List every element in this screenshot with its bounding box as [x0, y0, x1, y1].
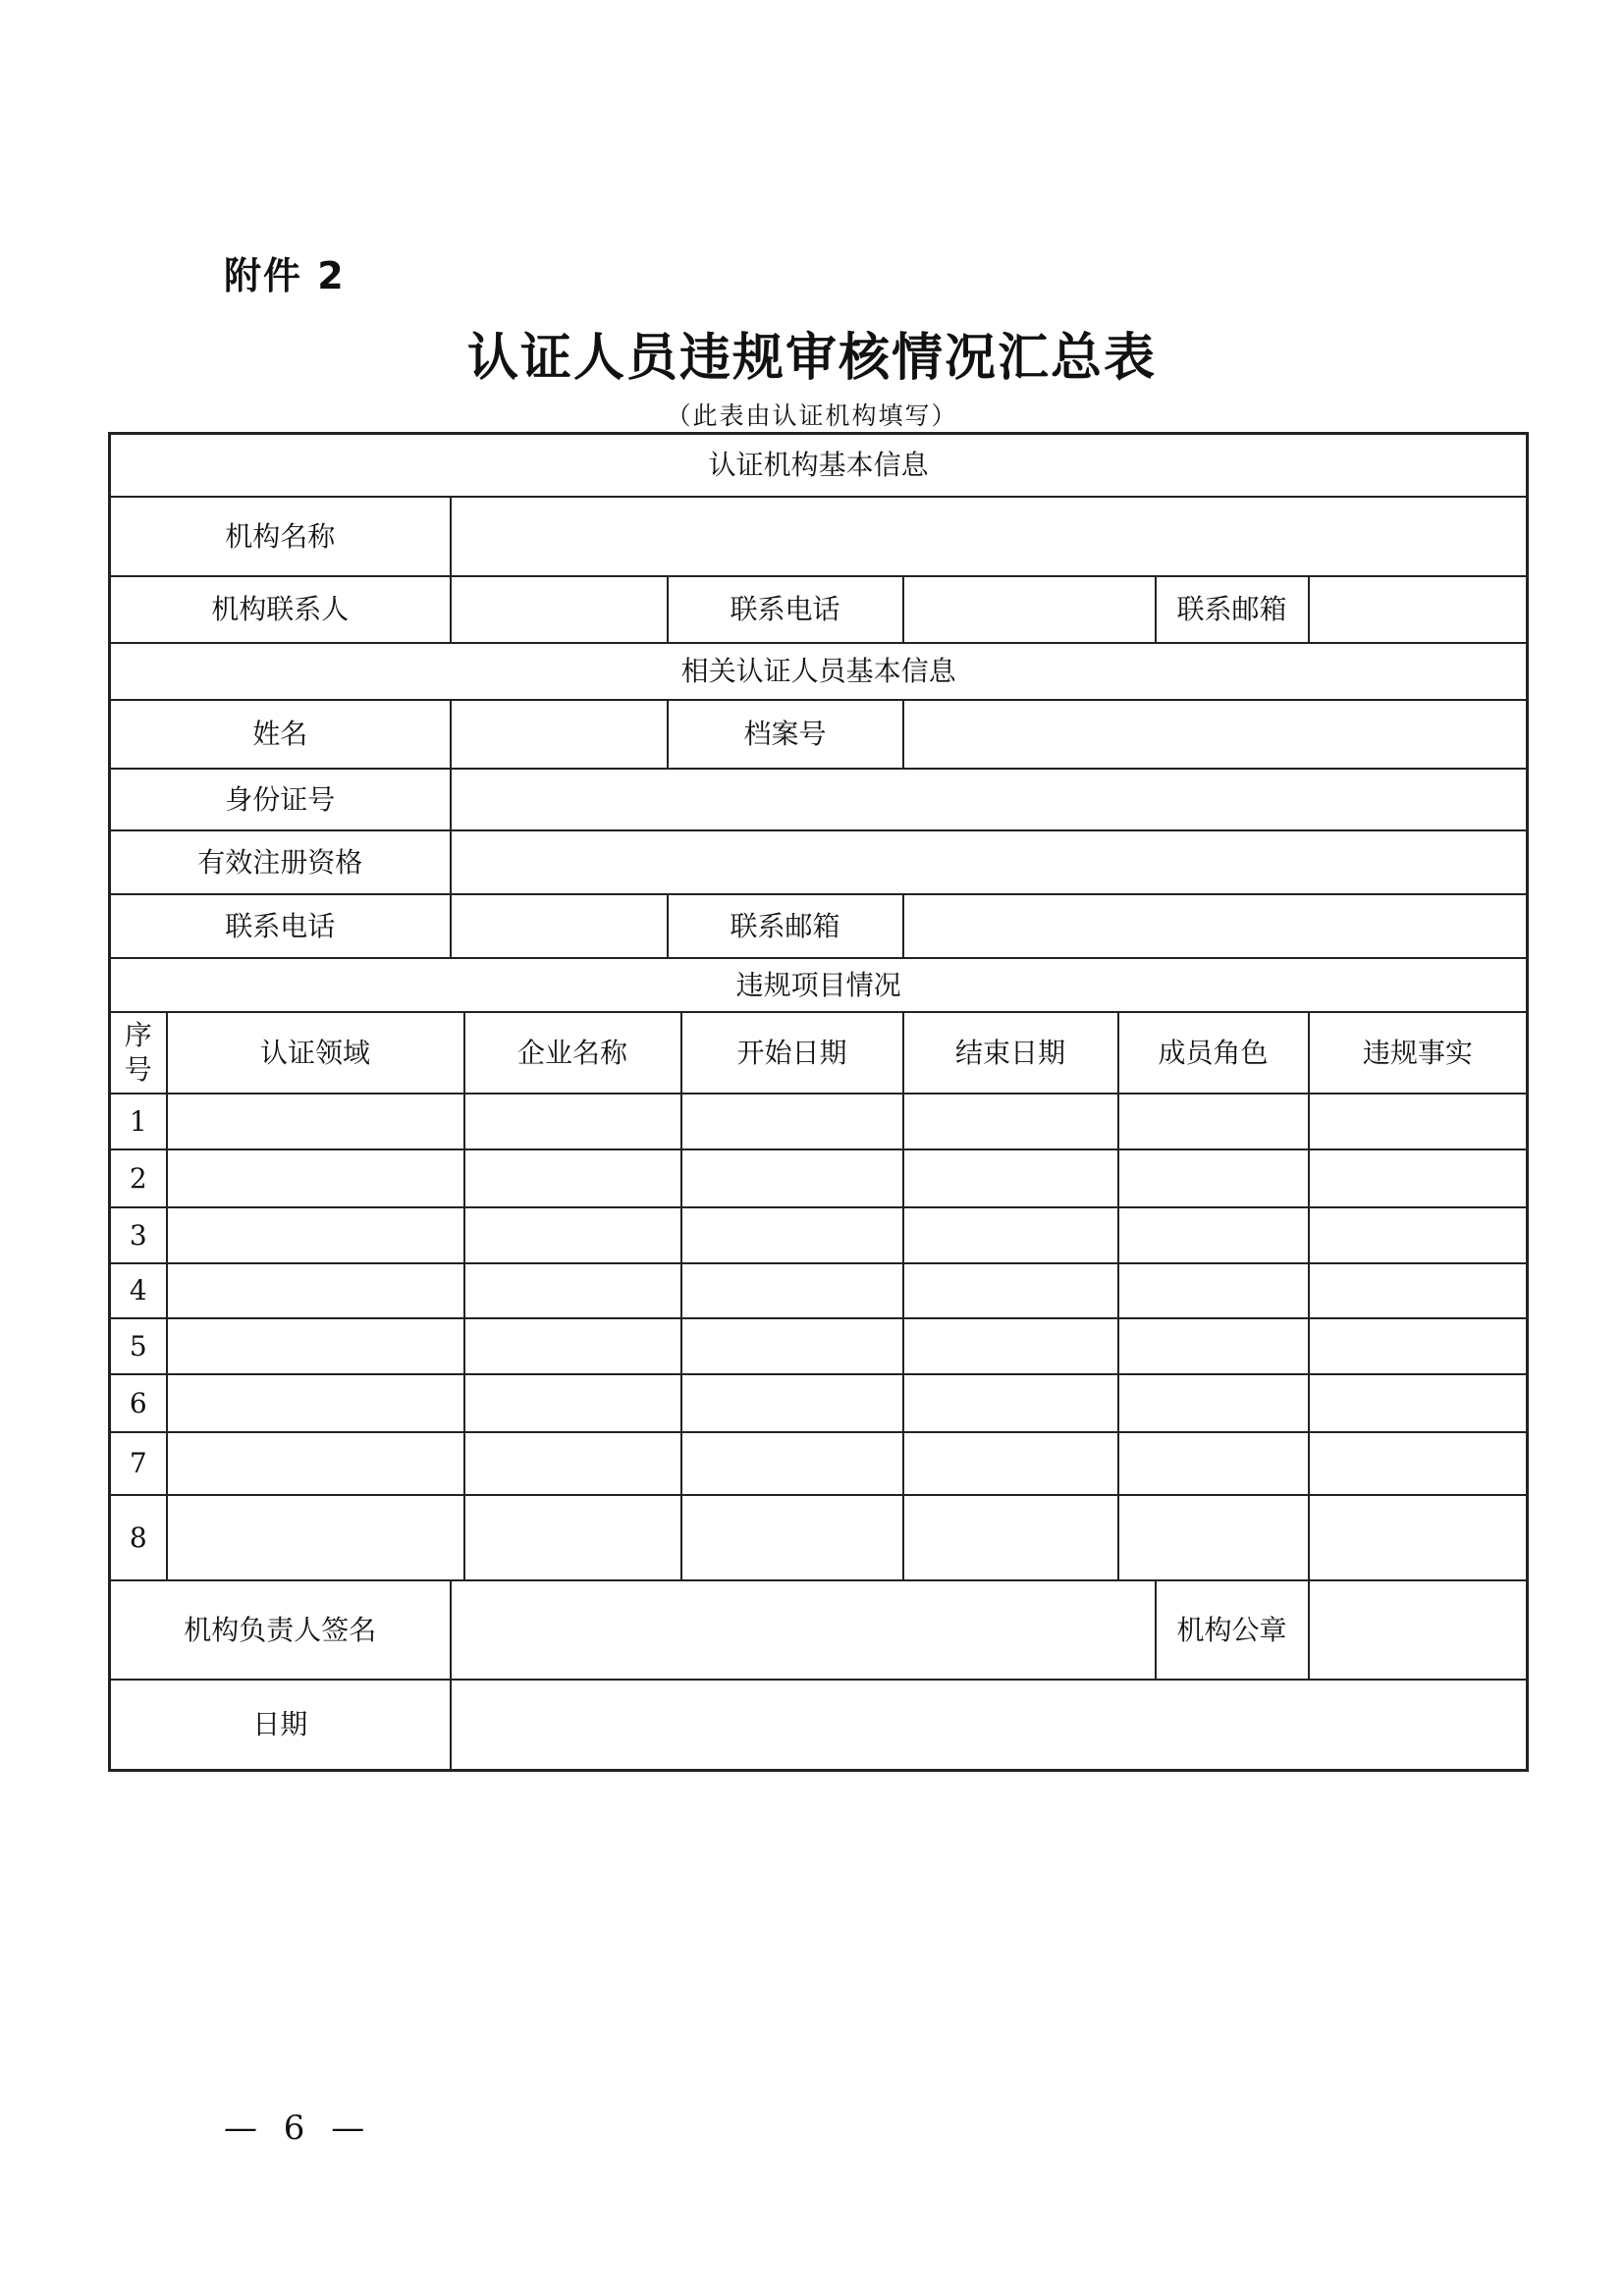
cell-role[interactable] [1118, 1318, 1309, 1374]
cell-company[interactable] [464, 1263, 681, 1318]
table-row [110, 1318, 1528, 1374]
row-number: 4 [110, 1263, 167, 1318]
label-qualification: 有效注册资格 [110, 830, 451, 894]
field-id-no[interactable] [451, 769, 1528, 830]
label-org-phone: 联系电话 [668, 576, 903, 643]
cell-company[interactable] [464, 1374, 681, 1432]
section-person-info: 相关认证人员基本信息 [110, 643, 1528, 700]
cell-field[interactable] [167, 1149, 464, 1207]
row-number: 7 [110, 1432, 167, 1495]
field-org-email[interactable] [1309, 576, 1528, 643]
row-number: 1 [110, 1094, 167, 1149]
label-signature: 机构负责人签名 [110, 1580, 451, 1680]
cell-start-date[interactable] [681, 1149, 903, 1207]
document-title: 认证人员违规审核情况汇总表 [466, 328, 1157, 388]
cell-start-date[interactable] [681, 1318, 903, 1374]
cell-role[interactable] [1118, 1374, 1309, 1432]
cell-facts[interactable] [1309, 1374, 1528, 1432]
label-id-no: 身份证号 [110, 769, 451, 830]
label-seal: 机构公章 [1156, 1580, 1309, 1680]
row-number: 2 [110, 1149, 167, 1207]
table-row [110, 1094, 1528, 1149]
cell-field[interactable] [167, 1374, 464, 1432]
cell-facts[interactable] [1309, 1149, 1528, 1207]
cell-end-date[interactable] [903, 1318, 1118, 1374]
table-row [110, 1207, 1528, 1263]
cell-company[interactable] [464, 1094, 681, 1149]
label-org-contact: 机构联系人 [110, 576, 451, 643]
cell-end-date[interactable] [903, 1149, 1118, 1207]
field-signature[interactable] [451, 1580, 1156, 1680]
column-header-end-date: 结束日期 [903, 1012, 1118, 1094]
cell-start-date[interactable] [681, 1432, 903, 1495]
cell-field[interactable] [167, 1263, 464, 1318]
section-violation-projects: 违规项目情况 [110, 958, 1528, 1012]
field-org-contact[interactable] [451, 576, 668, 643]
label-file-no: 档案号 [668, 700, 903, 769]
field-file-no[interactable] [903, 700, 1528, 769]
table-row [110, 1149, 1528, 1207]
cell-facts[interactable] [1309, 1094, 1528, 1149]
attachment-label: 附件 2 [224, 254, 346, 297]
cell-company[interactable] [464, 1432, 681, 1495]
column-header-start-date: 开始日期 [681, 1012, 903, 1094]
cell-company[interactable] [464, 1149, 681, 1207]
cell-start-date[interactable] [681, 1094, 903, 1149]
cell-role[interactable] [1118, 1263, 1309, 1318]
cell-start-date[interactable] [681, 1263, 903, 1318]
cell-end-date[interactable] [903, 1263, 1118, 1318]
row-number: 3 [110, 1207, 167, 1263]
field-seal[interactable] [1309, 1580, 1528, 1680]
cell-start-date[interactable] [681, 1207, 903, 1263]
cell-field[interactable] [167, 1495, 464, 1580]
field-person-phone[interactable] [451, 894, 668, 958]
cell-end-date[interactable] [903, 1432, 1118, 1495]
row-number: 6 [110, 1374, 167, 1432]
row-number: 5 [110, 1318, 167, 1374]
field-org-name[interactable] [451, 497, 1528, 576]
cell-field[interactable] [167, 1094, 464, 1149]
cell-facts[interactable] [1309, 1495, 1528, 1580]
field-qualification[interactable] [451, 830, 1528, 894]
field-person-email[interactable] [903, 894, 1528, 958]
cell-field[interactable] [167, 1207, 464, 1263]
column-header-role: 成员角色 [1118, 1012, 1309, 1094]
column-header-facts: 违规事实 [1309, 1012, 1528, 1094]
label-org-email: 联系邮箱 [1156, 576, 1309, 643]
table-row [110, 1374, 1528, 1432]
cell-end-date[interactable] [903, 1094, 1118, 1149]
field-name[interactable] [451, 700, 668, 769]
column-header-field: 认证领域 [167, 1012, 464, 1094]
page-number: — 6 — [224, 2109, 373, 2148]
cell-facts[interactable] [1309, 1318, 1528, 1374]
cell-role[interactable] [1118, 1207, 1309, 1263]
cell-field[interactable] [167, 1318, 464, 1374]
field-org-phone[interactable] [903, 576, 1156, 643]
field-date[interactable] [451, 1680, 1528, 1771]
cell-field[interactable] [167, 1432, 464, 1495]
cell-company[interactable] [464, 1318, 681, 1374]
cell-role[interactable] [1118, 1495, 1309, 1580]
cell-company[interactable] [464, 1495, 681, 1580]
document-subtitle: （此表由认证机构填写） [666, 401, 958, 430]
cell-role[interactable] [1118, 1149, 1309, 1207]
label-date: 日期 [110, 1680, 451, 1771]
table-row [110, 1263, 1528, 1318]
label-org-name: 机构名称 [110, 497, 451, 576]
cell-facts[interactable] [1309, 1207, 1528, 1263]
cell-end-date[interactable] [903, 1374, 1118, 1432]
cell-role[interactable] [1118, 1432, 1309, 1495]
summary-form-table [108, 432, 1529, 1772]
cell-role[interactable] [1118, 1094, 1309, 1149]
label-person-email: 联系邮箱 [668, 894, 903, 958]
cell-start-date[interactable] [681, 1374, 903, 1432]
table-row [110, 1432, 1528, 1495]
cell-facts[interactable] [1309, 1432, 1528, 1495]
cell-company[interactable] [464, 1207, 681, 1263]
row-number: 8 [110, 1495, 167, 1580]
label-person-phone: 联系电话 [110, 894, 451, 958]
cell-facts[interactable] [1309, 1263, 1528, 1318]
section-org-info: 认证机构基本信息 [110, 434, 1528, 497]
cell-end-date[interactable] [903, 1495, 1118, 1580]
table-row [110, 1495, 1528, 1580]
column-header-company: 企业名称 [464, 1012, 681, 1094]
label-name: 姓名 [110, 700, 451, 769]
cell-start-date[interactable] [681, 1495, 903, 1580]
cell-end-date[interactable] [903, 1207, 1118, 1263]
column-header-seq: 序号 [110, 1012, 167, 1094]
